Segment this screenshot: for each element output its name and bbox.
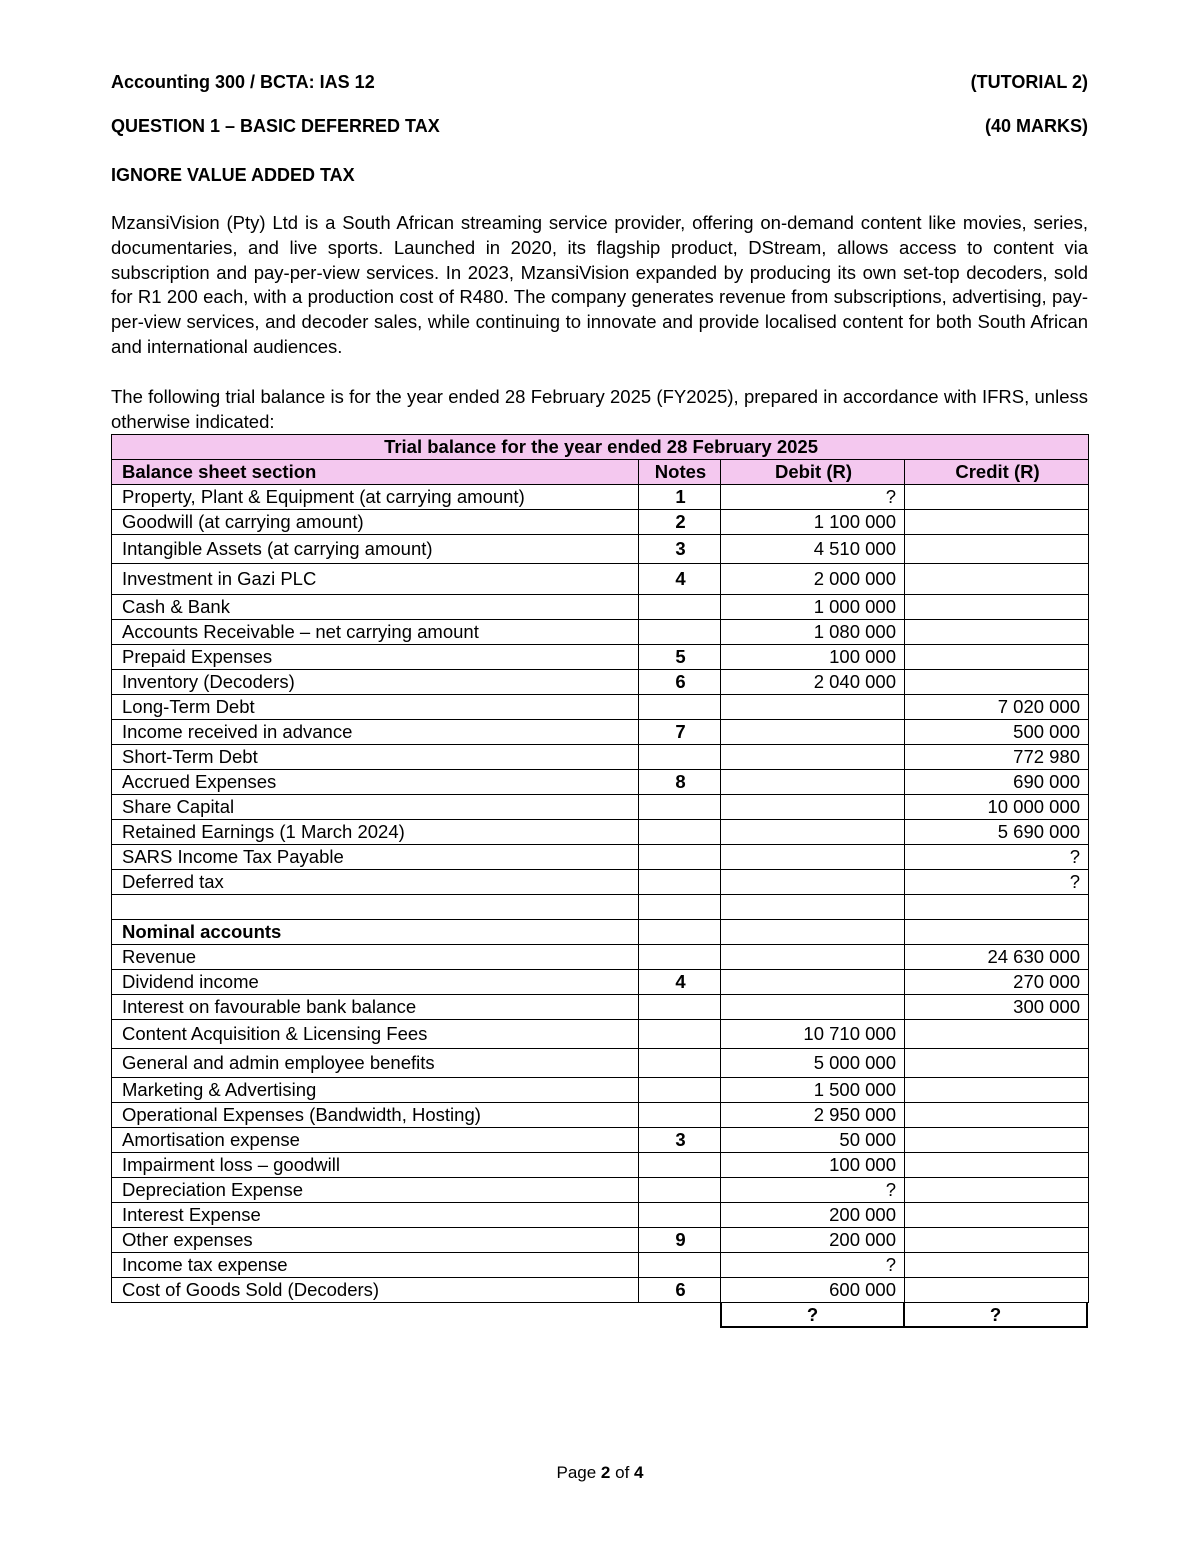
row-note	[639, 1253, 721, 1278]
row-debit: 2 000 000	[721, 564, 905, 595]
table-row	[112, 670, 1089, 695]
row-debit	[721, 770, 905, 795]
row-label: Goodwill (at carrying amount)	[112, 510, 639, 535]
row-debit: 50 000	[721, 1128, 905, 1153]
table-row	[112, 1228, 1089, 1253]
tutorial-label: (TUTORIAL 2)	[970, 72, 1088, 92]
row-note	[639, 1020, 721, 1049]
course-title: Accounting 300 / BCTA: IAS 12	[111, 72, 375, 92]
row-note	[639, 870, 721, 895]
row-credit	[905, 485, 1089, 510]
totals-row	[720, 1302, 1088, 1328]
row-note	[639, 1178, 721, 1203]
row-debit: 100 000	[721, 645, 905, 670]
table-row	[112, 870, 1089, 895]
table-row	[112, 595, 1089, 620]
row-credit	[905, 895, 1089, 920]
row-label	[112, 895, 639, 920]
row-debit: 5 000 000	[721, 1049, 905, 1078]
row-debit	[721, 995, 905, 1020]
row-note	[639, 620, 721, 645]
row-label: Interest Expense	[112, 1203, 639, 1228]
row-label: Marketing & Advertising	[112, 1078, 639, 1103]
row-debit: 100 000	[721, 1153, 905, 1178]
table-row	[112, 1178, 1089, 1203]
page-prefix: Page	[556, 1463, 597, 1482]
instruction-text: IGNORE VALUE ADDED TAX	[111, 165, 355, 185]
row-label: Other expenses	[112, 1228, 639, 1253]
row-note: 4	[639, 970, 721, 995]
row-note: 1	[639, 485, 721, 510]
row-label: Amortisation expense	[112, 1128, 639, 1153]
table-row	[112, 535, 1089, 564]
row-note	[639, 1103, 721, 1128]
table-title: Trial balance for the year ended 28 February 2025	[112, 435, 1089, 460]
row-credit: 772 980	[905, 745, 1089, 770]
table-row	[112, 1153, 1089, 1178]
row-debit: 1 000 000	[721, 595, 905, 620]
total-debit: ?	[720, 1302, 905, 1328]
row-debit	[721, 795, 905, 820]
row-debit	[721, 895, 905, 920]
company-description: MzansiVision (Pty) Ltd is a South African streaming service provider, offering on-demand content like movies, series, documentaries, and live sports. Launched in 2020, its flagship product, DStream, allows access to content via subscription and pay-per-view services. In 2023, MzansiVision expanded by producing its own set-top decoders, sold for R1 200 each, with a production cost of R480. The company generates revenue from subscriptions, advertising, pay-per-view services, and decoder sales, while continuing to innovate and provide localised content for both South African and international audiences.	[111, 212, 1088, 357]
table-row	[112, 1049, 1089, 1078]
table-row	[112, 770, 1089, 795]
header-notes: Notes	[639, 460, 721, 485]
row-label: Property, Plant & Equipment (at carrying amount)	[112, 485, 639, 510]
question-marks: (40 MARKS)	[984, 116, 1088, 136]
row-label: Deferred tax	[112, 870, 639, 895]
row-debit	[721, 845, 905, 870]
total-credit: ?	[905, 1302, 1088, 1328]
row-note	[639, 1153, 721, 1178]
row-note	[639, 695, 721, 720]
row-debit: ?	[721, 1253, 905, 1278]
row-note: 8	[639, 770, 721, 795]
row-debit	[721, 720, 905, 745]
row-label: Dividend income	[112, 970, 639, 995]
row-label: Operational Expenses (Bandwidth, Hosting)	[112, 1103, 639, 1128]
row-credit	[905, 1278, 1089, 1303]
row-credit	[905, 645, 1089, 670]
table-row	[112, 1128, 1089, 1153]
row-credit	[905, 1153, 1089, 1178]
row-note	[639, 1203, 721, 1228]
row-debit	[721, 745, 905, 770]
table-row	[112, 820, 1089, 845]
header-credit: Credit (R)	[905, 460, 1089, 485]
row-label: Cost of Goods Sold (Decoders)	[112, 1278, 639, 1303]
table-title-row	[112, 435, 1089, 460]
question-heading	[111, 115, 1088, 137]
row-debit: 1 500 000	[721, 1078, 905, 1103]
row-credit	[905, 564, 1089, 595]
row-debit: 1 100 000	[721, 510, 905, 535]
table-row	[112, 510, 1089, 535]
row-label: Cash & Bank	[112, 595, 639, 620]
row-credit	[905, 920, 1089, 945]
page-footer	[0, 1463, 1200, 1483]
row-credit	[905, 1020, 1089, 1049]
row-credit	[905, 510, 1089, 535]
trial-balance-intro: The following trial balance is for the year ended 28 February 2025 (FY2025), prepared in accordance with IFRS, unless otherwise indicated:	[111, 386, 1088, 432]
row-label: Accrued Expenses	[112, 770, 639, 795]
row-credit	[905, 535, 1089, 564]
row-note	[639, 945, 721, 970]
question-title: QUESTION 1 – BASIC DEFERRED TAX	[111, 116, 440, 136]
row-debit	[721, 695, 905, 720]
table-row	[112, 895, 1089, 920]
row-debit: 200 000	[721, 1203, 905, 1228]
row-label: Long-Term Debt	[112, 695, 639, 720]
row-note	[639, 995, 721, 1020]
row-debit: 1 080 000	[721, 620, 905, 645]
row-debit: 2 040 000	[721, 670, 905, 695]
row-credit: 300 000	[905, 995, 1089, 1020]
row-credit: 690 000	[905, 770, 1089, 795]
table-row	[112, 485, 1089, 510]
row-label: Revenue	[112, 945, 639, 970]
table-row	[112, 720, 1089, 745]
table-row	[112, 1103, 1089, 1128]
row-credit: 270 000	[905, 970, 1089, 995]
table-row	[112, 1253, 1089, 1278]
row-credit: 10 000 000	[905, 795, 1089, 820]
row-credit	[905, 1128, 1089, 1153]
row-label: General and admin employee benefits	[112, 1049, 639, 1078]
row-note: 6	[639, 1278, 721, 1303]
row-note: 6	[639, 670, 721, 695]
row-debit	[721, 870, 905, 895]
row-note: 3	[639, 535, 721, 564]
row-debit	[721, 970, 905, 995]
table-row	[112, 1278, 1089, 1303]
table-row	[112, 945, 1089, 970]
row-credit: ?	[905, 845, 1089, 870]
row-debit: ?	[721, 485, 905, 510]
row-debit: 600 000	[721, 1278, 905, 1303]
row-label: Nominal accounts	[112, 920, 639, 945]
table-row	[112, 845, 1089, 870]
row-credit	[905, 670, 1089, 695]
row-note	[639, 820, 721, 845]
row-label: Share Capital	[112, 795, 639, 820]
row-note	[639, 920, 721, 945]
row-label: Accounts Receivable – net carrying amount	[112, 620, 639, 645]
trial-balance-table	[111, 434, 1089, 1303]
row-credit: 7 020 000	[905, 695, 1089, 720]
page-total: 4	[634, 1463, 644, 1482]
row-label: Intangible Assets (at carrying amount)	[112, 535, 639, 564]
row-label: Retained Earnings (1 March 2024)	[112, 820, 639, 845]
row-label: Short-Term Debt	[112, 745, 639, 770]
table-row	[112, 564, 1089, 595]
row-label: Income received in advance	[112, 720, 639, 745]
row-label: Impairment loss – goodwill	[112, 1153, 639, 1178]
row-label: Income tax expense	[112, 1253, 639, 1278]
row-credit	[905, 1178, 1089, 1203]
row-credit	[905, 1253, 1089, 1278]
row-credit: 24 630 000	[905, 945, 1089, 970]
table-row	[112, 970, 1089, 995]
table-row	[112, 795, 1089, 820]
row-credit	[905, 595, 1089, 620]
row-label: Investment in Gazi PLC	[112, 564, 639, 595]
row-credit: 5 690 000	[905, 820, 1089, 845]
row-note	[639, 895, 721, 920]
row-label: Interest on favourable bank balance	[112, 995, 639, 1020]
row-credit	[905, 1203, 1089, 1228]
row-credit	[905, 1078, 1089, 1103]
row-debit: 4 510 000	[721, 535, 905, 564]
row-label: Depreciation Expense	[112, 1178, 639, 1203]
table-row	[112, 1020, 1089, 1049]
row-debit	[721, 945, 905, 970]
table-row	[112, 645, 1089, 670]
row-debit: 2 950 000	[721, 1103, 905, 1128]
row-note	[639, 595, 721, 620]
page-current: 2	[600, 1463, 611, 1482]
row-note: 5	[639, 645, 721, 670]
table-row	[112, 620, 1089, 645]
row-credit: 500 000	[905, 720, 1089, 745]
row-label: Content Acquisition & Licensing Fees	[112, 1020, 639, 1049]
row-credit	[905, 1103, 1089, 1128]
table-row	[112, 745, 1089, 770]
row-debit: 10 710 000	[721, 1020, 905, 1049]
table-row	[112, 1078, 1089, 1103]
row-credit	[905, 620, 1089, 645]
row-label: Inventory (Decoders)	[112, 670, 639, 695]
table-row	[112, 920, 1089, 945]
row-note: 7	[639, 720, 721, 745]
row-note: 2	[639, 510, 721, 535]
row-label: Prepaid Expenses	[112, 645, 639, 670]
row-note	[639, 795, 721, 820]
row-note	[639, 1078, 721, 1103]
header-section: Balance sheet section	[112, 460, 639, 485]
row-debit	[721, 820, 905, 845]
row-debit: 200 000	[721, 1228, 905, 1253]
header-debit: Debit (R)	[721, 460, 905, 485]
row-credit	[905, 1049, 1089, 1078]
row-credit: ?	[905, 870, 1089, 895]
row-note: 3	[639, 1128, 721, 1153]
row-note: 4	[639, 564, 721, 595]
row-debit: ?	[721, 1178, 905, 1203]
table-row	[112, 1203, 1089, 1228]
table-header-row	[112, 460, 1089, 485]
row-note	[639, 745, 721, 770]
table-row	[112, 695, 1089, 720]
document-header	[111, 71, 1088, 93]
row-label: SARS Income Tax Payable	[112, 845, 639, 870]
page-of: of	[615, 1463, 630, 1482]
row-note	[639, 845, 721, 870]
row-note	[639, 1049, 721, 1078]
row-note: 9	[639, 1228, 721, 1253]
table-row	[112, 995, 1089, 1020]
row-debit	[721, 920, 905, 945]
row-credit	[905, 1228, 1089, 1253]
